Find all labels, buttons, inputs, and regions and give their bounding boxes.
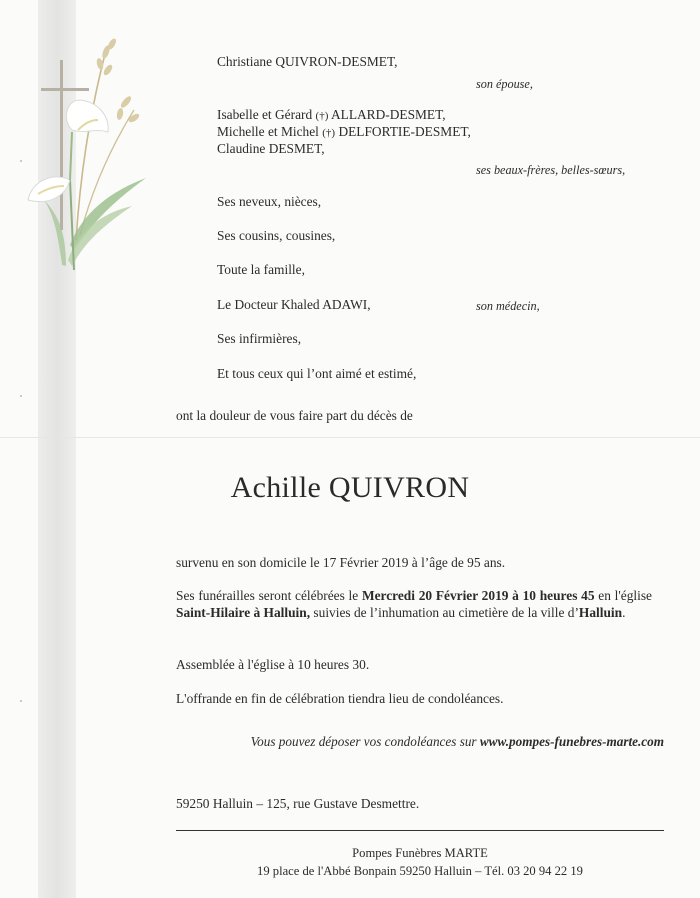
- condolences-text: Vous pouvez déposer vos condoléances sur: [250, 734, 480, 749]
- inlaw-line-2: [217, 124, 471, 141]
- footer-divider: [176, 830, 664, 831]
- spouse-role: son épouse,: [476, 77, 533, 91]
- offering-line: L'offrande en fin de célébration tiendra lieu de condoléances.: [176, 691, 504, 706]
- death-line: survenu en son domicile le 17 Février 2019 à l’âge de 95 ans.: [176, 555, 506, 570]
- funeral-church: Saint-Hilaire à Halluin,: [176, 605, 311, 620]
- inlaw-line-1-names: Isabelle et Gérard: [217, 107, 313, 122]
- funeral-home-address: 19 place de l'Abbé Bonpain 59250 Halluin – Tél. 03 20 94 22 19: [257, 864, 583, 878]
- doctor-line: Le Docteur Khaled ADAWI,: [217, 297, 371, 312]
- others-line: Et tous ceux qui l’ont aimé et estimé,: [217, 366, 417, 381]
- funeral-text: Ses funérailles seront célébrées le: [176, 588, 362, 603]
- fold-line: [0, 437, 700, 438]
- condolences-line: [176, 734, 664, 750]
- home-address: 59250 Halluin – 125, rue Gustave Desmettre.: [176, 796, 420, 811]
- funeral-text: suivies de l’inhumation au cimetière de la ville d’: [310, 605, 579, 620]
- family-line: Toute la famille,: [217, 262, 305, 277]
- condolences-website: www.pompes-funebres-marte.com: [479, 734, 664, 749]
- cousins-line: Ses cousins, cousines,: [217, 228, 336, 243]
- inlaw-line-2-surname: DELFORTIE-DESMET,: [338, 124, 471, 139]
- inlaw-line-2-names: Michelle et Michel: [217, 124, 319, 139]
- doctor-role: son médecin,: [476, 299, 540, 313]
- nurses-line: Ses infirmières,: [217, 331, 302, 346]
- edge-dot: [20, 700, 22, 702]
- announcement-line: ont la douleur de vous faire part du décès de: [176, 408, 413, 423]
- funeral-paragraph: [176, 587, 652, 621]
- inlaw-line-1-surname: ALLARD-DESMET,: [330, 107, 446, 122]
- inlaw-line-3: Claudine DESMET,: [217, 141, 325, 156]
- calla-lily-cross-icon: [14, 30, 154, 280]
- spouse-name: Christiane QUIVRON-DESMET,: [217, 54, 398, 69]
- funeral-date: Mercredi 20 Février 2019 à 10 heures 45: [361, 588, 595, 603]
- inlaws-role: ses beaux-frères, belles-sœurs,: [476, 163, 626, 177]
- nephews-line: Ses neveux, nièces,: [217, 194, 322, 209]
- cross-icon: (†): [315, 110, 329, 122]
- funeral-text: .: [622, 605, 626, 620]
- inlaw-line-1: [217, 107, 446, 124]
- funeral-home-name: Pompes Funèbres MARTE: [352, 846, 488, 860]
- funeral-city: Halluin: [578, 605, 623, 620]
- cross-icon: (†): [322, 127, 336, 139]
- assembly-line: Assemblée à l'église à 10 heures 30.: [176, 657, 370, 672]
- funeral-text: en l'église: [594, 588, 652, 603]
- edge-dot: [20, 395, 22, 397]
- deceased-name: Achille QUIVRON: [230, 471, 470, 504]
